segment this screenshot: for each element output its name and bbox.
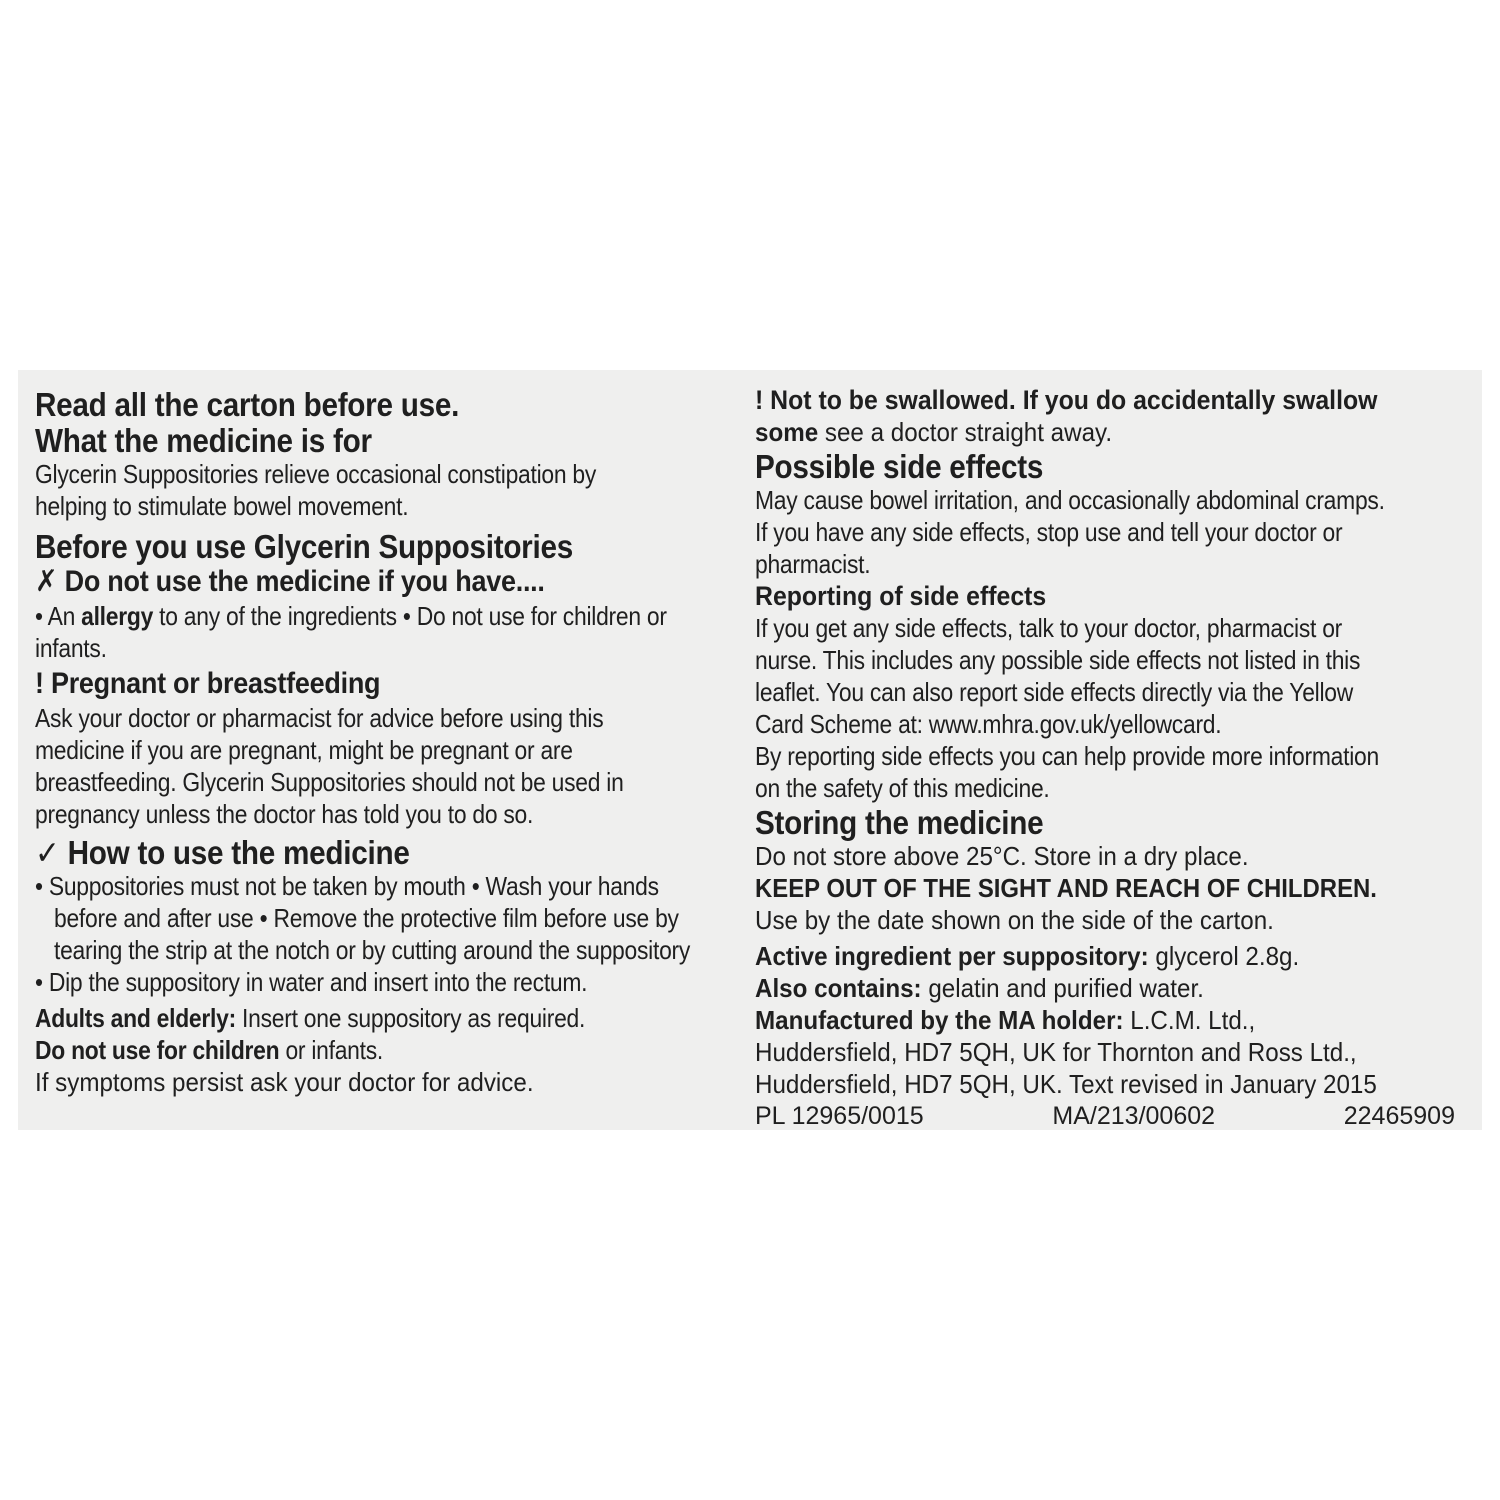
adults-bold: Adults and elderly:: [35, 1003, 236, 1033]
manuf-line3: Huddersfield, HD7 5QH, UK. Text revised in January 2015: [755, 1069, 1377, 1099]
swallow-bold: some: [755, 417, 819, 447]
reporting-line: If you get any side effects, talk to your doctor, pharmacist or: [755, 613, 1343, 643]
allergy-bold: allergy: [81, 601, 154, 631]
how-line: • Dip the suppository in water and insert into the rectum.: [35, 967, 588, 997]
pl-number: PL 12965/0015: [755, 1101, 924, 1130]
license-row: [755, 1100, 1455, 1132]
reporting-line: leaflet. You can also report side effects directly via the Yellow: [755, 677, 1354, 707]
carton-panel: [18, 370, 1482, 1130]
before-heading: Before you use Glycerin Suppositories: [35, 527, 573, 565]
adults-text: Insert one suppository as required.: [235, 1003, 586, 1033]
swallow-line2: [755, 419, 1112, 445]
pregnant-line: pregnancy unless the doctor has told you to do so.: [35, 799, 534, 829]
reporting-line: Card Scheme at: www.mhra.gov.uk/yellowcard.: [755, 709, 1222, 739]
reporting-line: By reporting side effects you can help provide more information: [755, 741, 1379, 771]
ma-number: MA/213/00602: [1052, 1101, 1216, 1130]
children-bold: Do not use for children: [35, 1035, 280, 1065]
do-not-heading: ✗ Do not use the medicine if you have....: [35, 565, 545, 598]
manuf-bold: Manufactured by the MA holder:: [755, 1005, 1124, 1035]
storing-line: Do not store above 25°C. Store in a dry place.: [755, 841, 1249, 871]
do-not-line: [35, 603, 667, 629]
title-what: What the medicine is for: [35, 421, 372, 459]
what-line: helping to stimulate bowel movement.: [35, 491, 409, 521]
side-heading: Possible side effects: [755, 447, 1044, 485]
side-line: pharmacist.: [755, 549, 871, 579]
side-line: May cause bowel irritation, and occasionally abdominal cramps.: [755, 485, 1385, 515]
reporting-line: on the safety of this medicine.: [755, 773, 1050, 803]
do-not-post: to any of the ingredients • Do not use for children or: [153, 601, 667, 631]
swallow-line1: ! Not to be swallowed. If you do accidentally swallow: [755, 384, 1378, 415]
children-line: [35, 1037, 383, 1063]
side-line: If you have any side effects, stop use and tell your doctor or: [755, 517, 1343, 547]
title-read: Read all the carton before use.: [35, 385, 460, 423]
product-code: 22465909: [1343, 1101, 1455, 1130]
reporting-line: nurse. This includes any possible side effects not listed in this: [755, 645, 1361, 675]
how-line: • Suppositories must not be taken by mouth • Wash your hands: [35, 871, 659, 901]
pregnant-line: medicine if you are pregnant, might be pregnant or are: [35, 735, 573, 765]
manuf-line2: Huddersfield, HD7 5QH, UK for Thornton and Ross Ltd.,: [755, 1037, 1357, 1067]
pregnant-heading: ! Pregnant or breastfeeding: [35, 667, 381, 700]
how-heading: ✓ How to use the medicine: [35, 833, 410, 871]
also-text: gelatin and purified water.: [921, 973, 1204, 1003]
left-column: [35, 386, 735, 1098]
storing-heading: Storing the medicine: [755, 803, 1044, 841]
active-text: glycerol 2.8g.: [1148, 941, 1300, 971]
manuf-line: [755, 1007, 1255, 1033]
manuf-text: L.C.M. Ltd.,: [1123, 1005, 1256, 1035]
how-line: before and after use • Remove the protective film before use by: [54, 903, 679, 933]
storing-line: Use by the date shown on the side of the carton.: [755, 905, 1274, 935]
pregnant-line: breastfeeding. Glycerin Suppositories should not be used in: [35, 767, 624, 797]
children-text: or infants.: [279, 1035, 384, 1065]
right-column: [755, 384, 1467, 1132]
swallow-text: see a doctor straight away.: [818, 417, 1113, 447]
active-bold: Active ingredient per suppository:: [755, 941, 1149, 971]
how-line: tearing the strip at the notch or by cutting around the suppository: [54, 935, 691, 965]
adults-line: [35, 1005, 585, 1031]
do-not-line2: infants.: [35, 633, 107, 663]
also-bold: Also contains:: [755, 973, 922, 1003]
do-not-pre: • An: [35, 601, 82, 631]
reporting-heading: Reporting of side effects: [755, 580, 1047, 611]
active-line: [755, 943, 1299, 969]
keep-out-line: KEEP OUT OF THE SIGHT AND REACH OF CHILDREN.: [755, 873, 1377, 903]
pregnant-line: Ask your doctor or pharmacist for advice before using this: [35, 703, 604, 733]
what-line: Glycerin Suppositories relieve occasional constipation by: [35, 459, 597, 489]
persist-line: If symptoms persist ask your doctor for advice.: [35, 1067, 534, 1097]
also-line: [755, 975, 1204, 1001]
